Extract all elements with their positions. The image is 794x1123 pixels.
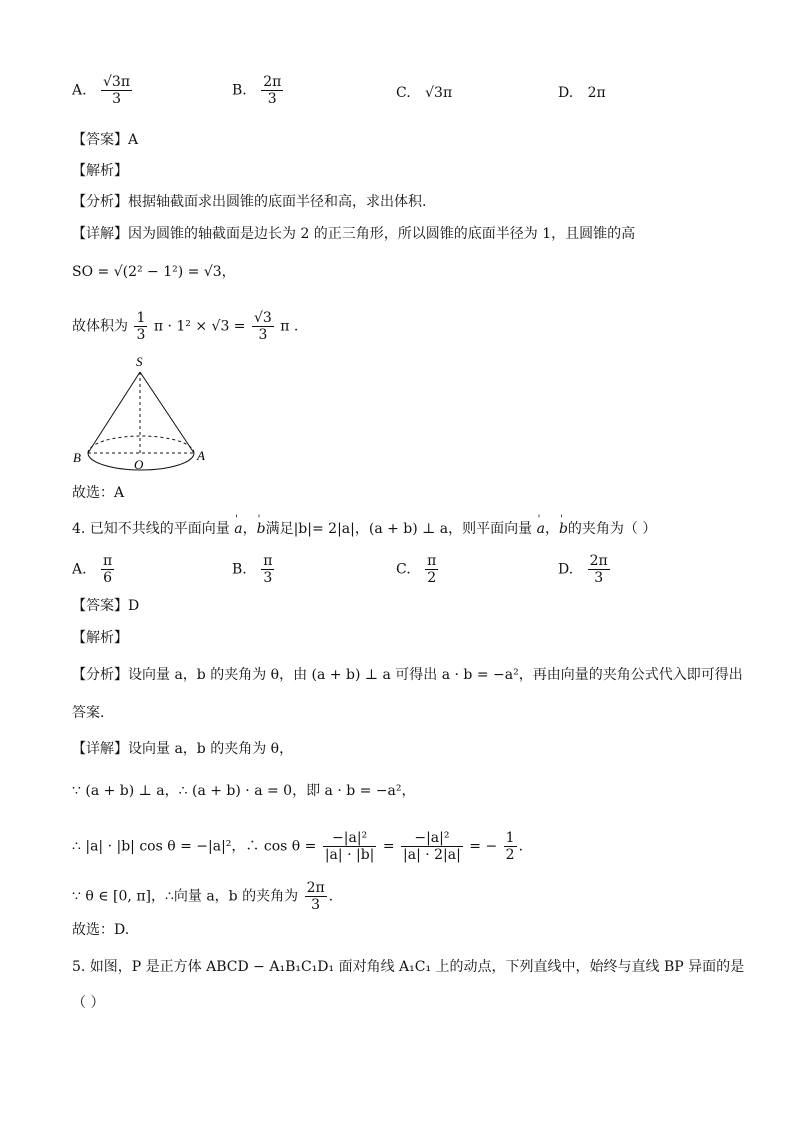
label-b: B <box>73 450 81 465</box>
q3-jiexi: 【解析】 <box>72 163 128 179</box>
label-o: O <box>134 457 144 472</box>
q5-stem-cont: （ ） <box>72 995 105 1011</box>
q4-stem: 4. 已知不共线的平面向量 ' a，' b满足|b|= 2|a|，(a + b) ⊥ a，则平面向量 ' a，' b的夹角为（ ） <box>72 519 656 539</box>
q4-answer: 【答案】D <box>72 598 140 614</box>
q4-xiangjie-2: ∵ (a + b) ⊥ a，∴ (a + b) · a = 0，即 a · b = −a²， <box>72 783 416 799</box>
q4-choice: 故选：D. <box>72 922 130 938</box>
q4-xiangjie-4: ∵ θ ∈ [0, π]，∴向量 a，b 的夹角为 $\frac{2\pi}{3}$ . <box>72 880 334 913</box>
q4-option-b: B. $\frac{\pi}{3}$ <box>232 553 273 586</box>
cone-base-back <box>88 436 194 453</box>
q5-stem: 5. 如图，P 是正方体 ABCD − A₁B₁C₁D₁ 面对角线 A₁C₁ 上的动点，下列直线中，始终与直线 BP 异面的是 <box>72 959 745 975</box>
q3-fenxi: 【分析】根据轴截面求出圆锥的底面半径和高，求出体积. <box>72 194 427 210</box>
q3-so-equation: SO = √(2² − 1²) = √3， <box>72 264 236 280</box>
q3-option-c: C. √3π <box>396 85 453 101</box>
q4-xiangjie-3: ∴ |a| · |b| cos θ = −|a|²，∴ cos θ = $\frac{\text{−|a|²}}{|a| \cdot |b|}$ = $\frac{\text{−|a|²}}{|a| \cdot 2|a|}$ = − $\frac{1}{2}$ . <box>72 830 524 863</box>
q3-choice: 故选：A <box>72 485 125 501</box>
q4-xiangjie: 【详解】设向量 a，b 的夹角为 θ， <box>72 741 294 757</box>
q3-option-b: B. $\frac{2\pi}{3}$ <box>232 74 282 107</box>
q4-fenxi-cont: 答案. <box>72 705 105 721</box>
q4-jiexi: 【解析】 <box>72 630 128 646</box>
label-s: S <box>136 354 143 369</box>
cone-figure <box>70 350 220 475</box>
q3-option-a: A. $\frac{√3\pi}{3}$ <box>72 74 131 107</box>
q3-xiangjie: 【详解】因为圆锥的轴截面是边长为 2 的正三角形，所以圆锥的底面半径为 1，且圆锥的高 <box>72 226 636 242</box>
q4-option-c: C. $\frac{\pi}{2}$ <box>396 553 437 586</box>
label-a: A <box>197 448 205 463</box>
q4-option-d: D. $\frac{2\pi}{3}$ <box>558 553 608 586</box>
cone-edge-left <box>88 372 140 453</box>
q4-fenxi: 【分析】设向量 a，b 的夹角为 θ，由 (a + b) ⊥ a 可得出 a · b = −a²，再由向量的夹角公式代入即可得出 <box>72 667 743 683</box>
q4-option-a: A. $\frac{\pi}{6}$ <box>72 553 113 586</box>
cone-edge-right <box>140 372 194 453</box>
q3-answer: 【答案】A <box>72 132 139 148</box>
q3-volume-line: 故体积为 $\frac{1}{3}$ π · 1² × √3 = $\frac{√3}{3}$ π . <box>72 310 299 343</box>
q3-option-d: D. 2π <box>558 85 606 101</box>
